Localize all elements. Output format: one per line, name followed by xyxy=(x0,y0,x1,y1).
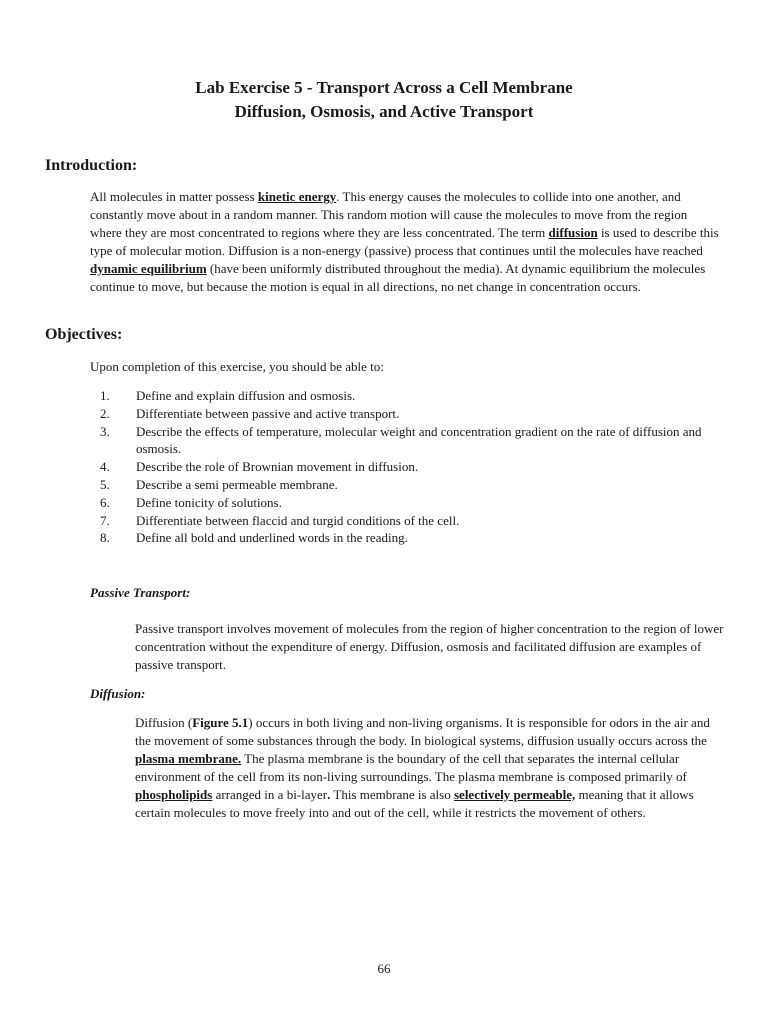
objective-number: 6. xyxy=(100,494,110,510)
objective-item xyxy=(90,405,720,423)
objective-text: Define and explain diffusion and osmosis. xyxy=(136,388,356,403)
passive-transport-paragraph: Passive transport involves movement of molecules from the region of higher concentration to the region of lower concentration without the expenditure of energy. Diffusion, osmosis and facilitated diffusion are examples of passive transport. xyxy=(135,621,724,672)
figure-reference: Figure 5.1 xyxy=(192,715,249,730)
objectives-list xyxy=(90,387,720,547)
objective-text: Describe a semi permeable membrane. xyxy=(136,476,338,492)
objective-number: 3. xyxy=(100,423,110,439)
objective-number: 2. xyxy=(100,405,110,421)
objective-text: Differentiate between flaccid and turgid conditions of the cell. xyxy=(136,512,460,528)
diffusion-text-4: arranged in a bi-layer xyxy=(212,786,328,802)
objective-item xyxy=(90,529,720,547)
keyword-selectively-permeable: selectively permeable, xyxy=(453,786,576,802)
diffusion-heading: Diffusion: xyxy=(90,686,146,701)
document-subtitle: Diffusion, Osmosis, and Active Transport xyxy=(234,102,534,121)
keyword-kinetic-energy: kinetic energy xyxy=(257,189,337,204)
introduction-heading: Introduction: xyxy=(45,157,138,174)
keyword-phospholipids: phospholipids xyxy=(135,786,213,802)
objective-number: 8. xyxy=(100,530,110,546)
diffusion-text-1: Diffusion ( xyxy=(135,715,193,730)
objective-item xyxy=(90,494,720,512)
objective-number: 4. xyxy=(100,459,110,475)
introduction-paragraph xyxy=(90,188,720,295)
objective-text: Describe the effects of temperature, molecular weight and concentration gradient on the rate of diffusion and osmosis. xyxy=(136,423,702,457)
intro-text-4: (have been uniformly distributed throughout the media). At dynamic equilibrium the molecules continue to move, but because the motion is equal in all directions, no net change in concentration occurs. xyxy=(90,260,706,294)
objective-text: Define all bold and underlined words in the reading. xyxy=(136,530,408,546)
intro-text-3: is used to describe this type of molecular motion. Diffusion is a non-energy (passive) process that continues until the molecules have reached xyxy=(90,224,719,258)
objective-item xyxy=(90,476,720,494)
objective-item xyxy=(90,387,720,405)
objective-number: 1. xyxy=(100,388,110,403)
page-number: 66 xyxy=(377,961,391,976)
objective-text: Define tonicity of solutions. xyxy=(136,494,282,510)
document-title: Lab Exercise 5 - Transport Across a Cell Membrane xyxy=(195,78,573,97)
bold-period: . xyxy=(327,786,331,802)
diffusion-text-2: ) occurs in both living and non-living organisms. It is responsible for odors in the air and the movement of some substances through the body. In biological systems, diffusion usually occurs across the xyxy=(135,715,710,748)
objective-text: Describe the role of Brownian movement in diffusion. xyxy=(136,459,419,475)
objective-item xyxy=(90,423,720,459)
diffusion-paragraph xyxy=(135,714,725,821)
intro-text-2: . This energy causes the molecules to collide into one another, and constantly move about in a random manner. This random motion will cause the molecules to move from the region where they are most concentrated to regions where they are less concentrated. The term xyxy=(90,189,688,240)
objective-item xyxy=(90,458,720,476)
objective-number: 5. xyxy=(100,476,110,492)
keyword-dynamic-equilibrium: dynamic equilibrium xyxy=(90,260,207,276)
objectives-intro: Upon completion of this exercise, you should be able to: xyxy=(90,359,384,374)
objective-item xyxy=(90,512,720,530)
keyword-plasma-membrane: plasma membrane. xyxy=(135,750,242,766)
objectives-heading: Objectives: xyxy=(45,326,123,343)
objective-number: 7. xyxy=(100,512,110,528)
diffusion-text-3: The plasma membrane is the boundary of the cell that separates the internal cellular environment of the cell from its non-living surroundings. The plasma membrane is composed primarily of xyxy=(135,750,687,784)
keyword-diffusion: diffusion xyxy=(548,224,598,240)
passive-transport-heading: Passive Transport: xyxy=(90,585,191,600)
diffusion-text-5: This membrane is also xyxy=(330,786,454,802)
diffusion-text-6: meaning that it allows certain molecules to move freely into and out of the cell, while it restricts the movement of others. xyxy=(135,786,694,820)
intro-text-1: All molecules in matter possess xyxy=(90,189,258,204)
objective-text: Differentiate between passive and active transport. xyxy=(136,405,400,421)
